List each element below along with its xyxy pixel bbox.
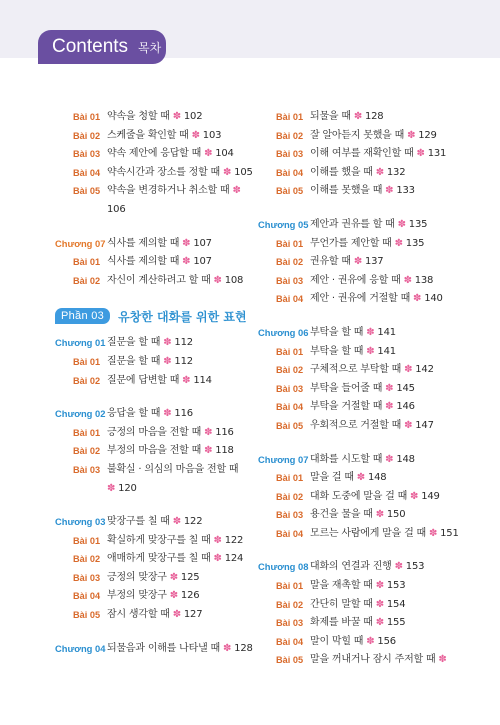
lesson-label: Bài 03 (276, 510, 304, 521)
lesson-title: 애매하게 맞장구를 칠 때 (107, 553, 211, 565)
page-number: 125 (180, 571, 200, 583)
lesson-label: Bài 02 (73, 554, 101, 565)
page-number: 133 (396, 185, 415, 197)
page-number: 137 (364, 256, 384, 268)
lesson-label: Bài 01 (73, 112, 101, 122)
lesson-title: 대화 도중에 말을 걸 때 (310, 490, 408, 502)
chapter-label: Chương 08 (258, 561, 309, 573)
star-icon: ✽ (375, 580, 384, 592)
lesson-title: 확실하게 맞장구를 칠 때 (107, 534, 211, 546)
lesson-title: 스케줄을 확인할 때 (107, 129, 189, 141)
toc-entry[interactable] (55, 550, 275, 569)
toc-entry[interactable] (258, 488, 478, 507)
toc-entry-continuation (55, 201, 275, 220)
toc-right-column (258, 108, 478, 670)
lesson-title: 약속시간과 장소를 정할 때 (107, 166, 220, 178)
page-number: 140 (424, 293, 443, 305)
toc-entry[interactable] (55, 108, 275, 127)
toc-entry[interactable] (258, 417, 478, 436)
contents-header-tab (38, 30, 166, 64)
toc-entry[interactable] (55, 272, 275, 291)
lesson-label: Bài 05 (73, 186, 101, 197)
star-icon: ✽ (213, 553, 222, 565)
lesson-label: Bài 03 (73, 572, 101, 583)
lesson-label: Bài 03 (73, 464, 101, 475)
lesson-label: Bài 02 (276, 130, 304, 141)
chapter-heading[interactable] (55, 405, 275, 424)
page-number: 124 (224, 553, 244, 565)
star-icon: ✽ (407, 129, 416, 141)
lesson-label: Bài 02 (276, 365, 304, 376)
lesson-title: 잘 알아듣지 못했을 때 (310, 129, 405, 141)
star-icon: ✽ (404, 364, 413, 376)
chapter-heading[interactable] (55, 513, 275, 532)
star-icon: ✽ (204, 445, 213, 457)
page-number: 141 (377, 345, 396, 357)
chapter-title: 되물음과 이해를 나타낼 때 (107, 642, 220, 654)
lesson-title: 되물을 때 (310, 111, 351, 122)
lesson-label: Bài 02 (73, 375, 101, 386)
toc-entry[interactable] (258, 398, 478, 417)
star-icon: ✽ (416, 148, 425, 160)
page-number: 118 (215, 445, 234, 457)
toc-entry[interactable] (258, 469, 478, 488)
lesson-title: 이해 여부를 재확인할 때 (310, 148, 414, 160)
page-number: 120 (118, 482, 137, 494)
star-icon: ✽ (403, 274, 412, 286)
page-number: 141 (377, 326, 396, 338)
page-number: 112 (174, 355, 193, 367)
lesson-label: Bài 03 (276, 149, 304, 160)
page-number: 146 (396, 401, 415, 413)
page-number: 106 (107, 203, 126, 215)
lesson-label: Bài 01 (276, 473, 304, 484)
toc-entry[interactable] (258, 633, 478, 652)
part-title: 유창한 대화를 위한 표현 (118, 309, 247, 324)
lesson-label: Bài 04 (276, 402, 304, 413)
star-icon: ✽ (366, 345, 375, 357)
part-badge: Phần 03 (55, 308, 110, 324)
page-number: 105 (234, 166, 253, 178)
star-icon: ✽ (182, 256, 191, 268)
star-icon: ✽ (172, 609, 181, 621)
star-icon: ✽ (385, 185, 394, 197)
toc-entry[interactable] (258, 614, 478, 633)
lesson-title: 식사를 제의할 때 (107, 256, 180, 268)
chapter-label: Chương 05 (258, 218, 309, 230)
toc-entry[interactable] (55, 145, 275, 164)
page-number: 108 (224, 274, 244, 286)
page-number: 153 (386, 580, 406, 592)
lesson-title: 질문을 할 때 (107, 355, 161, 367)
lesson-title: 모르는 사람에게 말을 걸 때 (310, 527, 426, 539)
lesson-label: Bài 05 (276, 186, 304, 197)
star-icon: ✽ (375, 617, 384, 629)
star-icon: ✽ (222, 166, 232, 178)
lesson-title: 잠시 생각할 때 (107, 609, 170, 621)
star-icon: ✽ (163, 408, 172, 420)
star-icon: ✽ (366, 635, 375, 647)
lesson-label: Bài 05 (73, 610, 101, 621)
lesson-title: 말을 재촉할 때 (310, 580, 373, 592)
lesson-title: 약속을 변경하거나 취소할 때 (107, 185, 230, 197)
lesson-title: 간단히 말할 때 (310, 598, 373, 610)
chapter-title: 대화를 시도할 때 (310, 453, 383, 465)
lesson-title: 말이 막힐 때 (310, 635, 364, 647)
toc-entry[interactable] (55, 424, 275, 443)
lesson-title: 부탁을 할 때 (310, 345, 364, 357)
chapter-label: Chương 01 (55, 337, 106, 349)
toc-entry[interactable] (258, 506, 478, 525)
star-icon: ✽ (163, 355, 172, 367)
page-number: 128 (234, 642, 253, 654)
lesson-label: Bài 02 (276, 257, 304, 268)
chapter-label: Chương 02 (55, 408, 106, 420)
chapter-heading[interactable] (55, 640, 275, 659)
lesson-title: 말을 꺼내거나 잠시 주저할 때 (310, 654, 436, 666)
chapter-title: 응답을 할 때 (107, 408, 161, 420)
lesson-title: 약속을 청할 때 (107, 111, 170, 122)
page-number: 156 (377, 635, 396, 647)
star-icon: ✽ (353, 111, 362, 122)
star-icon: ✽ (375, 509, 384, 521)
lesson-title: 자신이 계산하려고 할 때 (107, 274, 211, 286)
header-title-en: Contents (52, 36, 129, 57)
chapter-label: Chương 07 (258, 453, 309, 465)
toc-entry[interactable] (258, 253, 478, 272)
header-title-ko: 목차 (138, 41, 162, 55)
page-number: 148 (396, 453, 415, 465)
toc-entry[interactable] (258, 343, 478, 362)
page-number: 122 (224, 534, 244, 546)
toc-entry[interactable] (55, 182, 275, 201)
toc-entry[interactable] (55, 587, 275, 606)
page-number: 127 (183, 609, 203, 621)
lesson-title: 무언가를 제안할 때 (310, 237, 392, 249)
toc-entry[interactable] (258, 525, 478, 544)
page-number: 149 (421, 490, 440, 502)
part-heading (55, 306, 275, 326)
lesson-label: Bài 03 (276, 618, 304, 629)
lesson-title: 부정의 맞장구 (107, 590, 167, 602)
toc-entry[interactable] (55, 372, 275, 391)
toc-entry[interactable] (258, 108, 478, 127)
page-number: 147 (415, 419, 434, 431)
toc-entry[interactable] (258, 127, 478, 146)
lesson-title: 부정의 마음을 전할 때 (107, 445, 202, 457)
lesson-label: Bài 04 (73, 591, 101, 602)
chapter-heading[interactable] (258, 451, 478, 470)
page-number: 104 (215, 148, 234, 160)
toc-entry[interactable] (55, 253, 275, 272)
chapter-heading[interactable] (55, 334, 275, 353)
lesson-label: Bài 01 (73, 356, 101, 367)
toc-entry[interactable] (55, 461, 275, 480)
star-icon: ✽ (169, 571, 178, 583)
toc-entry[interactable] (258, 577, 478, 596)
page-number: 114 (193, 374, 212, 386)
page-number: 102 (183, 111, 203, 122)
page-number: 138 (414, 274, 434, 286)
toc-entry[interactable] (258, 361, 478, 380)
lesson-label: Bài 04 (276, 167, 304, 178)
star-icon: ✽ (204, 148, 213, 160)
page-number: 112 (174, 337, 193, 349)
star-icon: ✽ (182, 374, 191, 386)
page-number: 103 (202, 129, 222, 141)
star-icon: ✽ (222, 642, 232, 654)
star-icon: ✽ (213, 534, 222, 546)
lesson-label: Bài 01 (73, 257, 101, 268)
star-icon: ✽ (163, 337, 172, 349)
lesson-title: 긍정의 마음을 전할 때 (107, 426, 202, 438)
page-number: 153 (405, 561, 425, 573)
page-number: 150 (386, 509, 406, 521)
lesson-title: 질문에 답변할 때 (107, 374, 180, 386)
lesson-label: Bài 01 (276, 112, 304, 122)
toc-entry[interactable] (258, 145, 478, 164)
chapter-title: 부탁을 할 때 (310, 326, 364, 338)
lesson-title: 제안 · 권유에 응할 때 (310, 274, 401, 286)
toc-entry[interactable] (258, 380, 478, 399)
page-number: 154 (386, 598, 406, 610)
lesson-label: Bài 02 (73, 275, 101, 286)
chapter-label: Chương 07 (55, 237, 106, 249)
chapter-label: Chương 04 (55, 642, 106, 654)
page-number: 116 (174, 408, 193, 420)
lesson-title: 부탁을 들어줄 때 (310, 382, 383, 394)
lesson-title: 용건을 물을 때 (310, 509, 373, 521)
lesson-label: Bài 04 (73, 167, 101, 178)
lesson-label: Bài 03 (73, 149, 101, 160)
lesson-title: 불확실 · 의심의 마음을 전할 때 (107, 463, 239, 475)
lesson-label: Bài 02 (276, 491, 304, 502)
lesson-title: 구체적으로 부탁할 때 (310, 364, 402, 376)
toc-list (55, 108, 275, 220)
star-icon: ✽ (375, 166, 384, 178)
lesson-label: Bài 01 (73, 427, 101, 438)
lesson-title: 권유할 때 (310, 256, 351, 268)
lesson-label: Bài 01 (276, 346, 304, 357)
page-number: 107 (193, 237, 212, 249)
toc-entry[interactable] (258, 182, 478, 201)
page-number: 116 (215, 426, 234, 438)
toc-entry[interactable] (55, 532, 275, 551)
page-number: 151 (440, 527, 459, 539)
page-number: 126 (180, 590, 200, 602)
page-number: 145 (396, 382, 415, 394)
toc-entry[interactable] (258, 164, 478, 183)
star-icon: ✽ (172, 516, 181, 528)
chapter-heading[interactable] (258, 324, 478, 343)
star-icon: ✽ (107, 482, 116, 494)
page-number: 129 (418, 129, 437, 141)
star-icon: ✽ (366, 326, 375, 338)
star-icon: ✽ (172, 111, 181, 122)
page-number: 107 (193, 256, 212, 268)
page-number: 148 (367, 472, 387, 484)
lesson-title: 긍정의 맞장구 (107, 571, 167, 583)
star-icon: ✽ (356, 472, 365, 484)
star-icon: ✽ (428, 527, 438, 539)
star-icon: ✽ (213, 274, 222, 286)
chapter-heading[interactable] (258, 216, 478, 235)
chapter-title: 제안과 권유를 할 때 (310, 218, 395, 230)
star-icon: ✽ (182, 237, 191, 249)
star-icon: ✽ (385, 401, 394, 413)
toc-left-column (55, 108, 275, 658)
chapter-title: 맞장구를 칠 때 (107, 516, 170, 528)
toc-entry[interactable] (258, 272, 478, 291)
lesson-title: 이해를 못했을 때 (310, 185, 383, 197)
lesson-label: Bài 02 (73, 446, 101, 457)
toc-entry[interactable] (55, 442, 275, 461)
lesson-title: 제안 · 권유에 거절할 때 (310, 293, 411, 305)
lesson-label: Bài 01 (276, 581, 304, 592)
star-icon: ✽ (394, 237, 403, 249)
lesson-title: 이해를 했을 때 (310, 166, 373, 178)
lesson-title: 말을 걸 때 (310, 472, 354, 484)
lesson-title: 화제를 바꿀 때 (310, 617, 373, 629)
star-icon: ✽ (385, 453, 394, 465)
toc-entry[interactable] (55, 127, 275, 146)
toc-entry[interactable] (55, 353, 275, 372)
toc-entry[interactable] (258, 596, 478, 615)
lesson-label: Bài 01 (276, 238, 304, 249)
lesson-label: Bài 01 (73, 535, 101, 546)
lesson-label: Bài 05 (276, 420, 304, 431)
lesson-title: 우회적으로 거절할 때 (310, 419, 402, 431)
lesson-title: 약속 제안에 응답할 때 (107, 148, 202, 160)
star-icon: ✽ (413, 293, 422, 305)
lesson-label: Bài 04 (276, 528, 304, 539)
star-icon: ✽ (394, 561, 403, 573)
star-icon: ✽ (438, 654, 447, 666)
lesson-label: Bài 04 (276, 636, 304, 647)
star-icon: ✽ (191, 129, 200, 141)
star-icon: ✽ (204, 426, 213, 438)
page-number: 142 (415, 364, 434, 376)
toc-entry[interactable] (258, 235, 478, 254)
page-number: 122 (183, 516, 203, 528)
lesson-label: Bài 05 (276, 655, 304, 666)
toc-entry[interactable] (55, 164, 275, 183)
toc-entry[interactable] (55, 606, 275, 625)
chapter-label: Chương 06 (258, 326, 309, 338)
star-icon: ✽ (385, 382, 394, 394)
chapter-title: 식사를 제의할 때 (107, 237, 180, 249)
chapter-heading[interactable] (55, 235, 275, 254)
star-icon: ✽ (375, 598, 384, 610)
star-icon: ✽ (169, 590, 178, 602)
star-icon: ✽ (410, 490, 419, 502)
chapter-title: 대화의 연결과 진행 (310, 561, 392, 573)
lesson-label: Bài 03 (276, 383, 304, 394)
star-icon: ✽ (397, 218, 406, 230)
chapter-label: Chương 03 (55, 516, 106, 528)
page-number: 128 (364, 111, 384, 122)
chapter-title: 질문을 할 때 (107, 337, 161, 349)
toc-entry[interactable] (258, 290, 478, 309)
page-number: 132 (386, 166, 406, 178)
page-number: 131 (427, 148, 447, 160)
lesson-label: Bài 04 (276, 294, 304, 305)
toc-entry[interactable] (258, 651, 478, 670)
toc-entry-continuation (55, 480, 275, 499)
star-icon: ✽ (353, 256, 362, 268)
page-number: 135 (408, 218, 428, 230)
lesson-title: 부탁을 거절할 때 (310, 401, 383, 413)
star-icon: ✽ (232, 185, 241, 197)
lesson-label: Bài 03 (276, 275, 304, 286)
page-number: 155 (386, 617, 406, 629)
page-number: 135 (405, 237, 425, 249)
lesson-label: Bài 02 (73, 130, 101, 141)
lesson-label: Bài 02 (276, 599, 304, 610)
chapter-heading[interactable] (258, 558, 478, 577)
star-icon: ✽ (404, 419, 413, 431)
toc-entry[interactable] (55, 569, 275, 588)
